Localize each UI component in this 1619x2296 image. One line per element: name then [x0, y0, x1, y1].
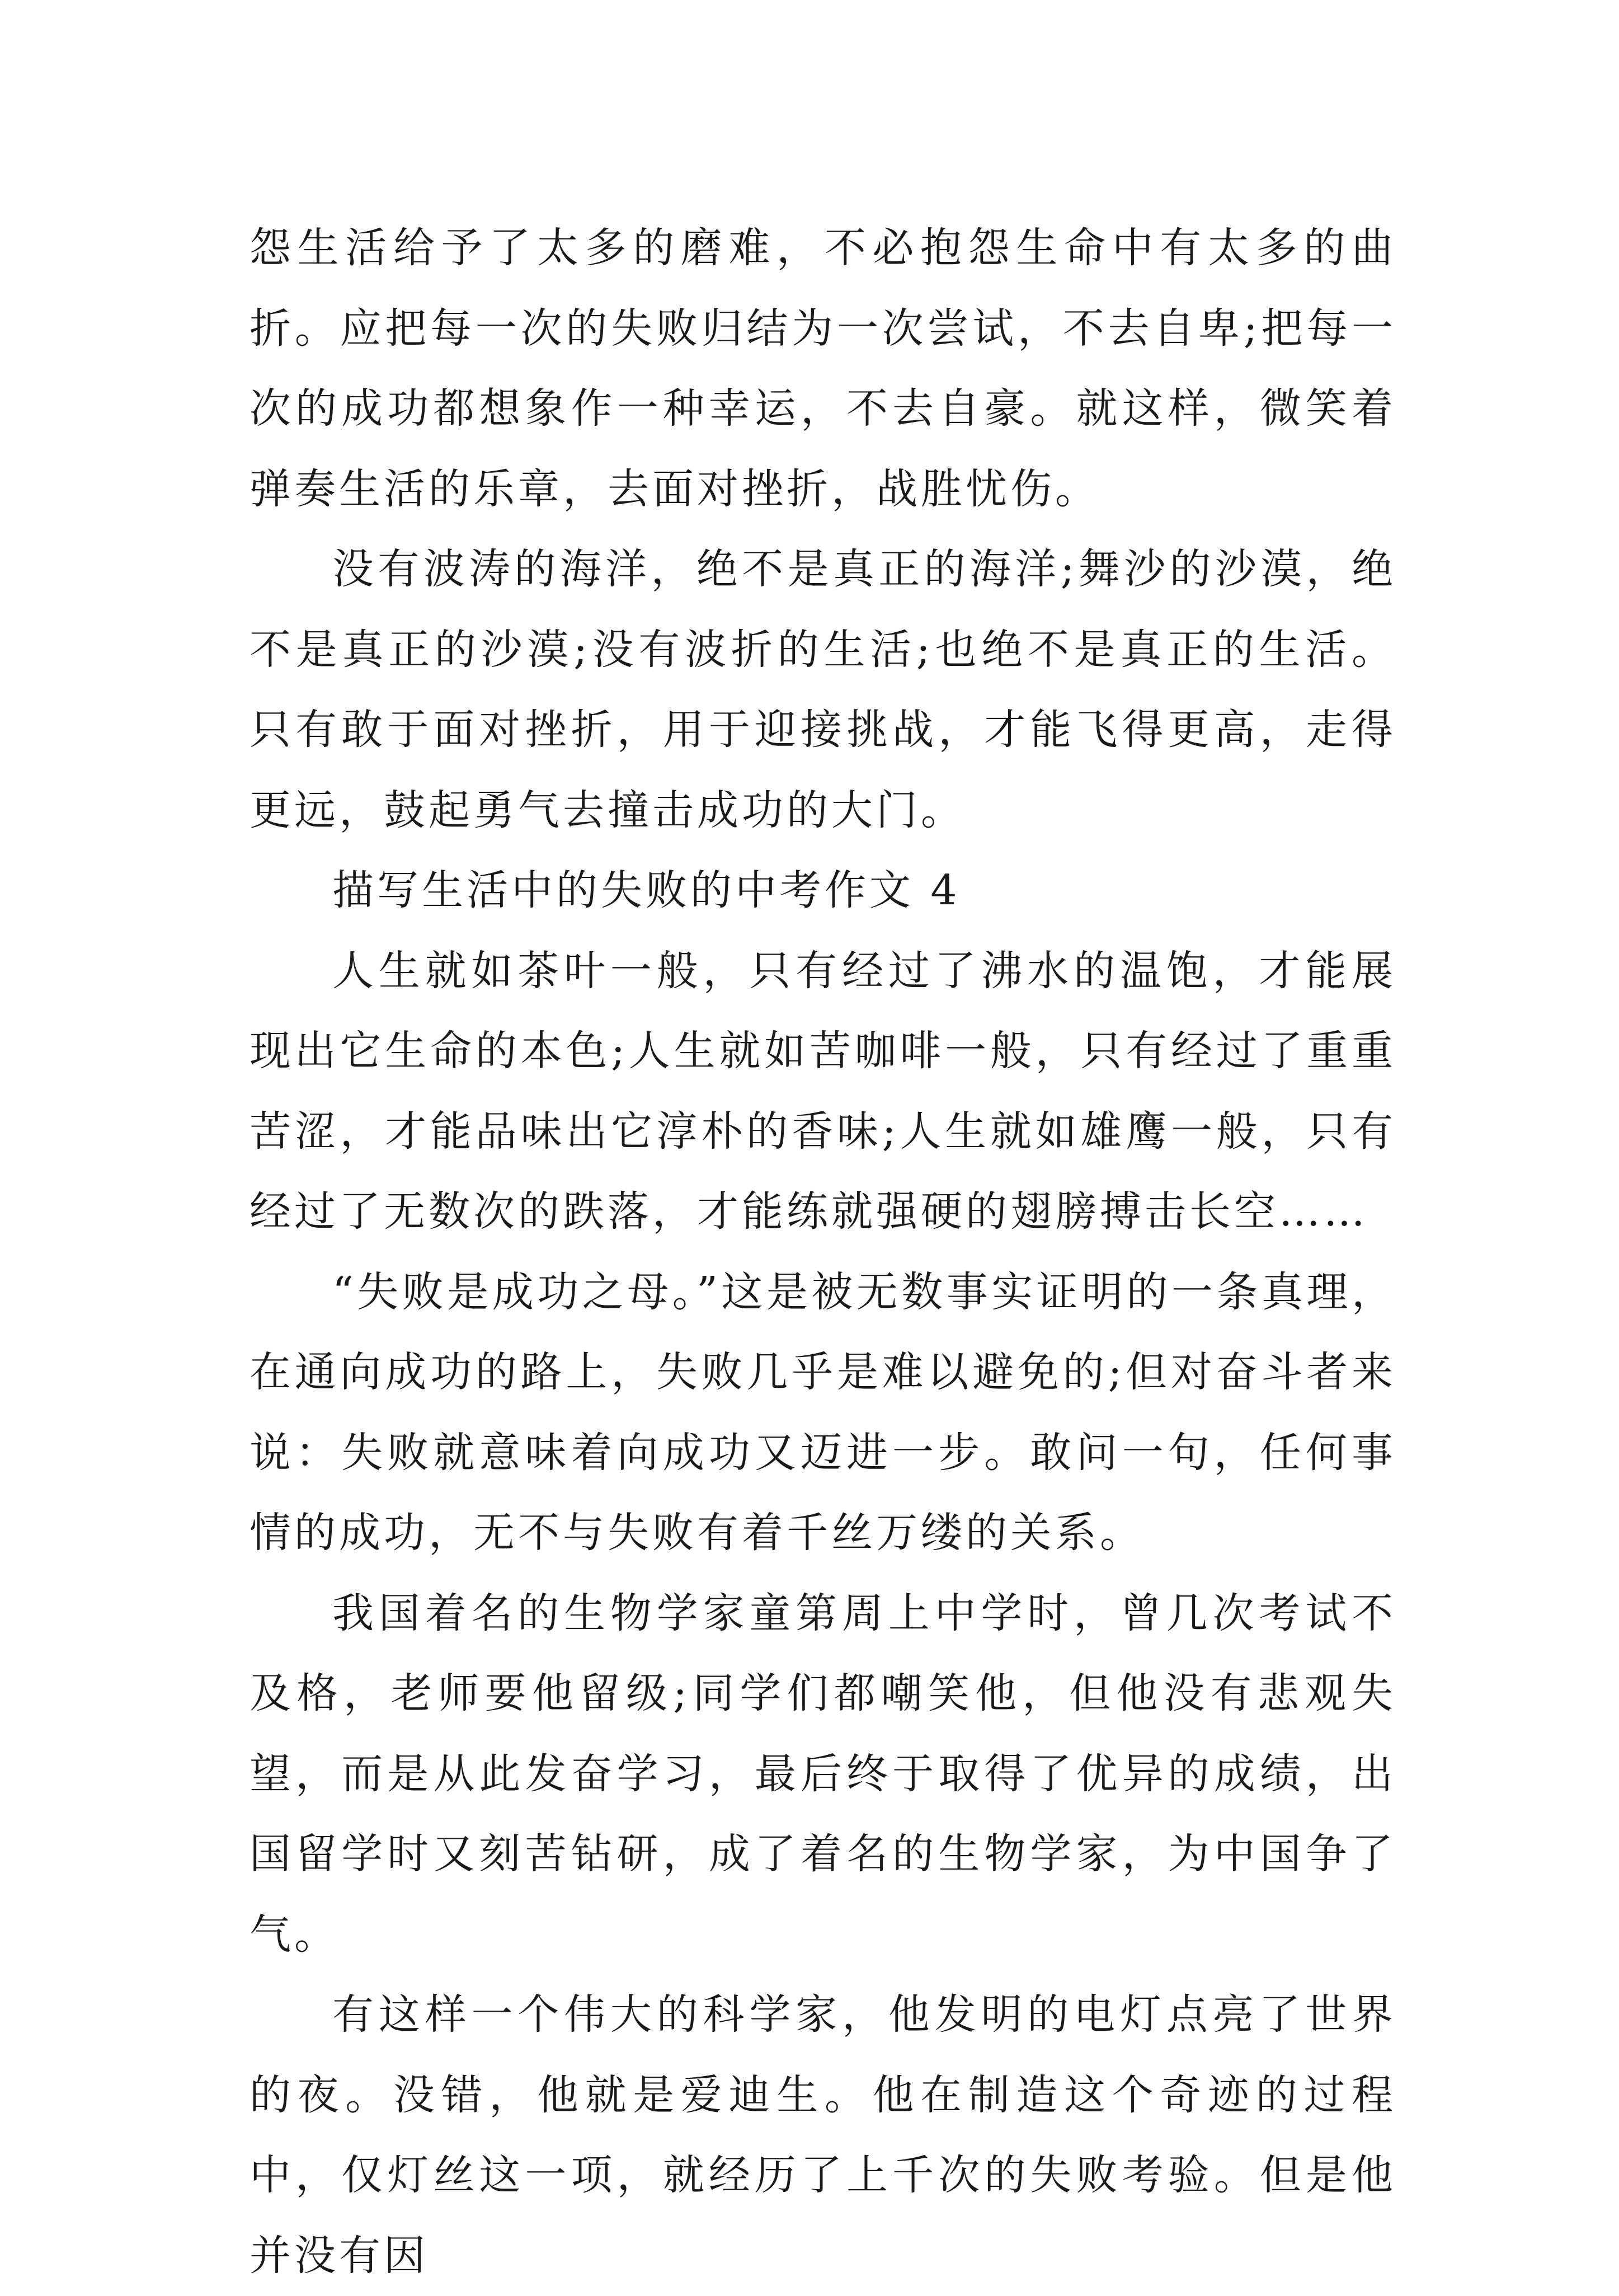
paragraph-ocean: 没有波涛的海洋，绝不是真正的海洋;舞沙的沙漠，绝不是真正的沙漠;没有波折的生活;也绝不是真正的生活。只有敢于面对挫折，用于迎接挑战，才能飞得更高，走得更远，鼓起勇气去撞击成功的大门。: [250, 545, 1396, 834]
paragraph-edison: 有这样一个伟大的科学家，他发明的电灯点亮了世界的夜。没错，他就是爱迪生。他在制造这个奇迹的过程中，仅灯丝这一项，就经历了上千次的失败考验。但是他并没有因: [250, 1990, 1396, 2280]
paragraph-continuation: 怨生活给予了太多的磨难，不必抱怨生命中有太多的曲折。应把每一次的失败归结为一次尝试，不去自卑;把每一次的成功都想象作一种幸运，不去自豪。就这样，微笑着弹奏生活的乐章，去面对挫折，战胜忧伤。: [250, 224, 1396, 513]
paragraph-tong-dizhou: 我国着名的生物学家童第周上中学时，曾几次考试不及格，老师要他留级;同学们都嘲笑他，但他没有悲观失望，而是从此发奋学习，最后终于取得了优异的成绩，出国留学时又刻苦钻研，成了着名的生物学家，为中国争了气。: [250, 1589, 1396, 1959]
paragraph-tea-leaf: 人生就如茶叶一般，只有经过了沸水的温饱，才能展现出它生命的本色;人生就如苦咖啡一般，只有经过了重重苦涩，才能品味出它淳朴的香味;人生就如雄鹰一般，只有经过了无数次的跌落，才能练就强硬的翅膀搏击长空……: [250, 946, 1396, 1236]
paragraph-failure-mother: “失败是成功之母。”这是被无数事实证明的一条真理，在通向成功的路上，失败几乎是难以避免的;但对奋斗者来说：失败就意味着向成功又迈进一步。敢问一句，任何事情的成功，无不与失败有着千丝万缕的关系。: [250, 1267, 1396, 1557]
essay-heading: 描写生活中的失败的中考作文 4: [332, 866, 961, 914]
document-body: [250, 208, 1396, 2296]
